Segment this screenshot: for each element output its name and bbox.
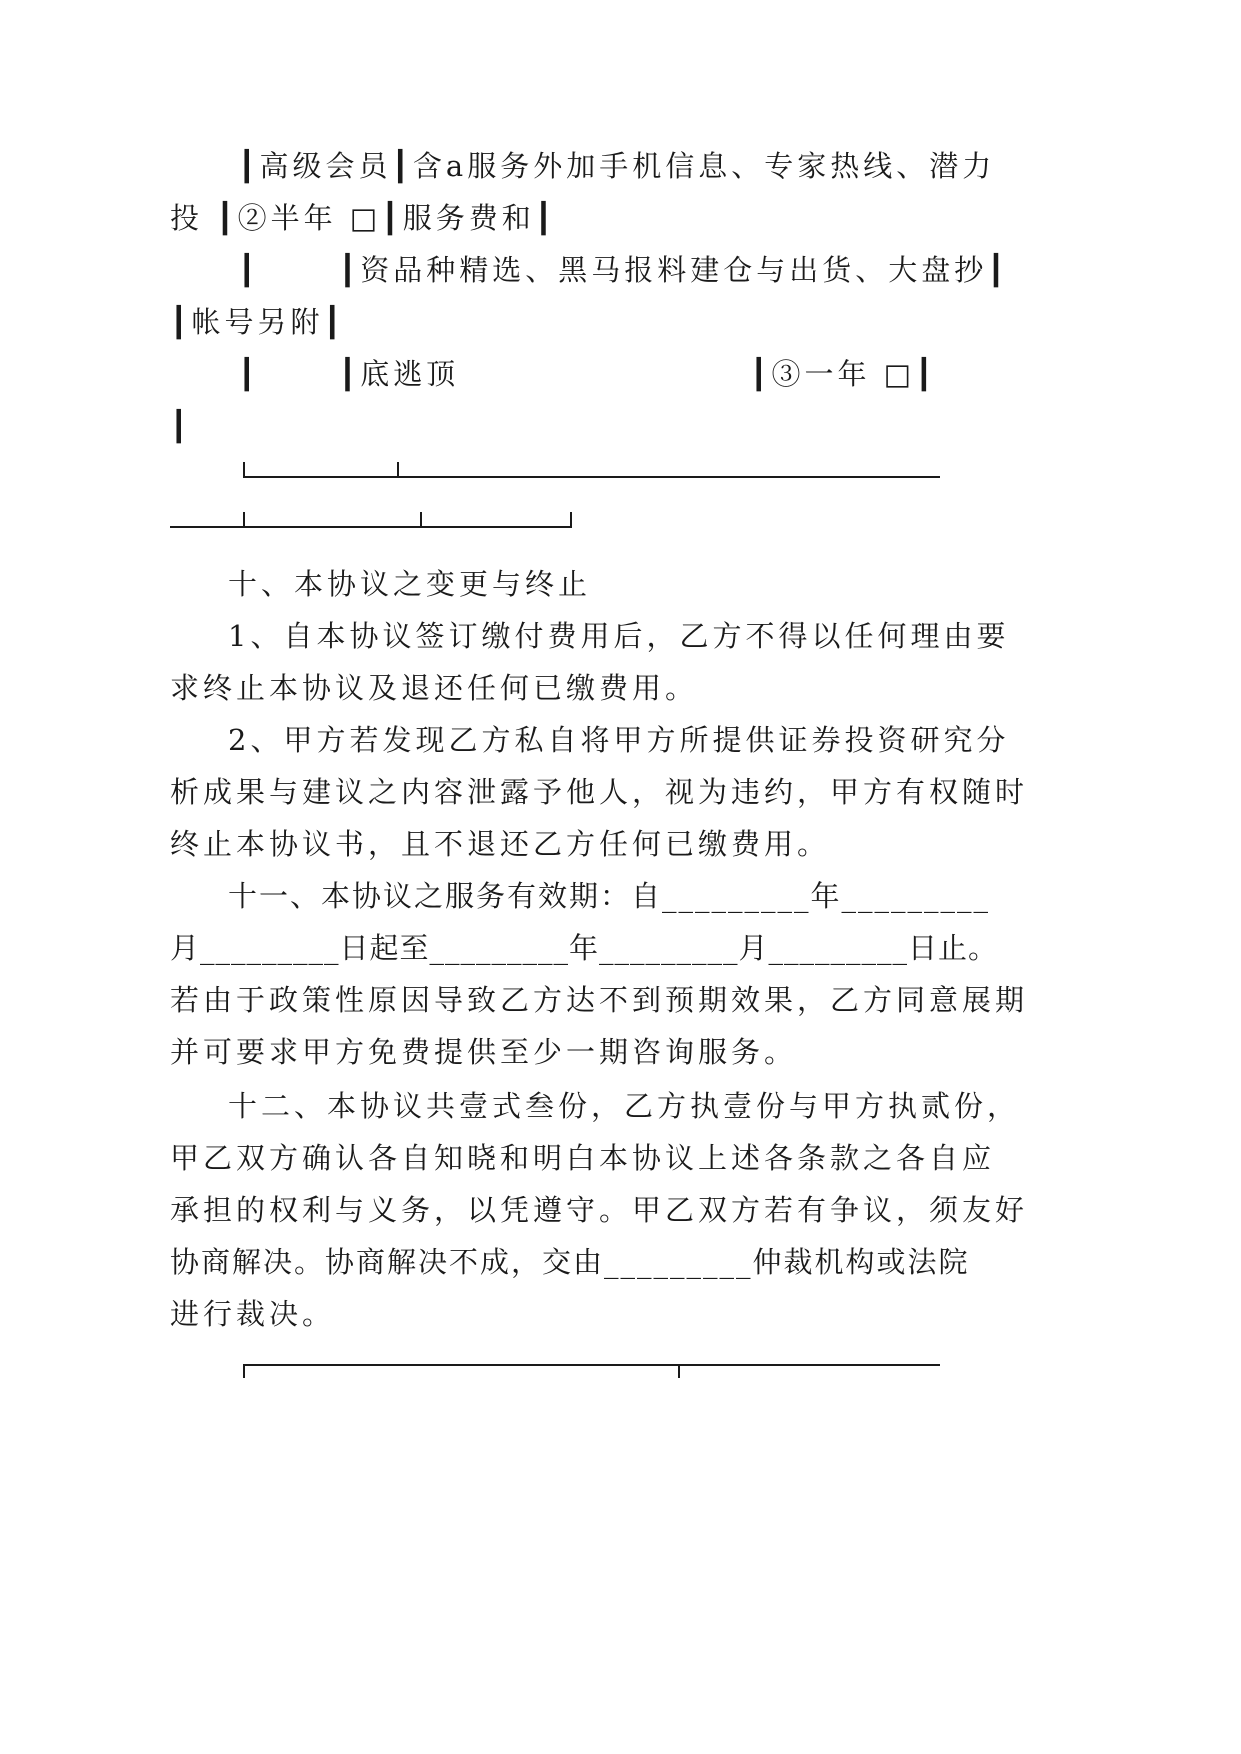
section-heading-10: 十、本协议之变更与终止 — [228, 567, 592, 601]
table-row-3: ┃ ┃底逃顶 ┃③一年 □┃ — [238, 357, 937, 391]
table-row-1: ┃高级会员┃含a服务外加手机信息、专家热线、潜力 — [238, 149, 996, 183]
next-table-corner-left — [243, 1364, 245, 1378]
next-table-junction — [678, 1364, 680, 1378]
clause-10-2-line-2: 析成果与建议之内容泄露予他人，视为违约，甲方有权随时 — [170, 775, 1029, 809]
clause-12-line-3: 承担的权利与义务，以凭遵守。甲乙双方若有争议，须友好 — [170, 1193, 1029, 1227]
clause-10-2-line-3: 终止本协议书，且不退还乙方任何已缴费用。 — [170, 827, 831, 861]
table-corner-right — [570, 512, 572, 526]
table-junction-1 — [397, 462, 399, 476]
table-junction-3 — [420, 512, 422, 526]
table-junction-2 — [243, 512, 245, 526]
clause-11-line-3: 若由于政策性原因导致乙方达不到预期效果，乙方同意展期 — [170, 983, 1029, 1017]
clause-10-1-line-1: 1、自本协议签订缴付费用后，乙方不得以任何理由要 — [228, 619, 1010, 653]
clause-12-line-5: 进行裁决。 — [170, 1297, 336, 1331]
next-table-top-border — [243, 1364, 940, 1366]
clause-12-line-1: 十二、本协议共壹式叁份，乙方执壹份与甲方执贰份， — [228, 1089, 1021, 1123]
clause-11-line-1: 十一、本协议之服务有效期：自_________年_________ — [228, 879, 991, 913]
clause-10-2-line-1: 2、甲方若发现乙方私自将甲方所提供证券投资研究分 — [228, 723, 1010, 757]
clause-12-line-2: 甲乙双方确认各自知晓和明白本协议上述各条款之各自应 — [170, 1141, 996, 1175]
clause-10-1-line-2: 求终止本协议及退还任何已缴费用。 — [170, 671, 699, 705]
table-bottom-border-wrap — [170, 526, 572, 528]
table-row-3-wrap: ┃ — [170, 409, 192, 443]
table-corner-left — [243, 462, 245, 476]
clause-11-line-2: 月_________日起至_________年_________月_________日止。 — [170, 931, 999, 965]
table-bottom-border — [243, 476, 940, 478]
clause-12-line-4: 协商解决。协商解决不成，交由_________仲裁机构或法院 — [170, 1245, 970, 1279]
table-row-2-wrap: ┃帐号另附┃ — [170, 305, 345, 339]
table-row-1-wrap: 投 ┃②半年 □┃服务费和┃ — [170, 201, 557, 235]
clause-11-line-4: 并可要求甲方免费提供至少一期咨询服务。 — [170, 1035, 798, 1069]
table-row-2: ┃ ┃资品种精选、黑马报料建仓与出货、大盘抄┃ — [238, 253, 1009, 287]
